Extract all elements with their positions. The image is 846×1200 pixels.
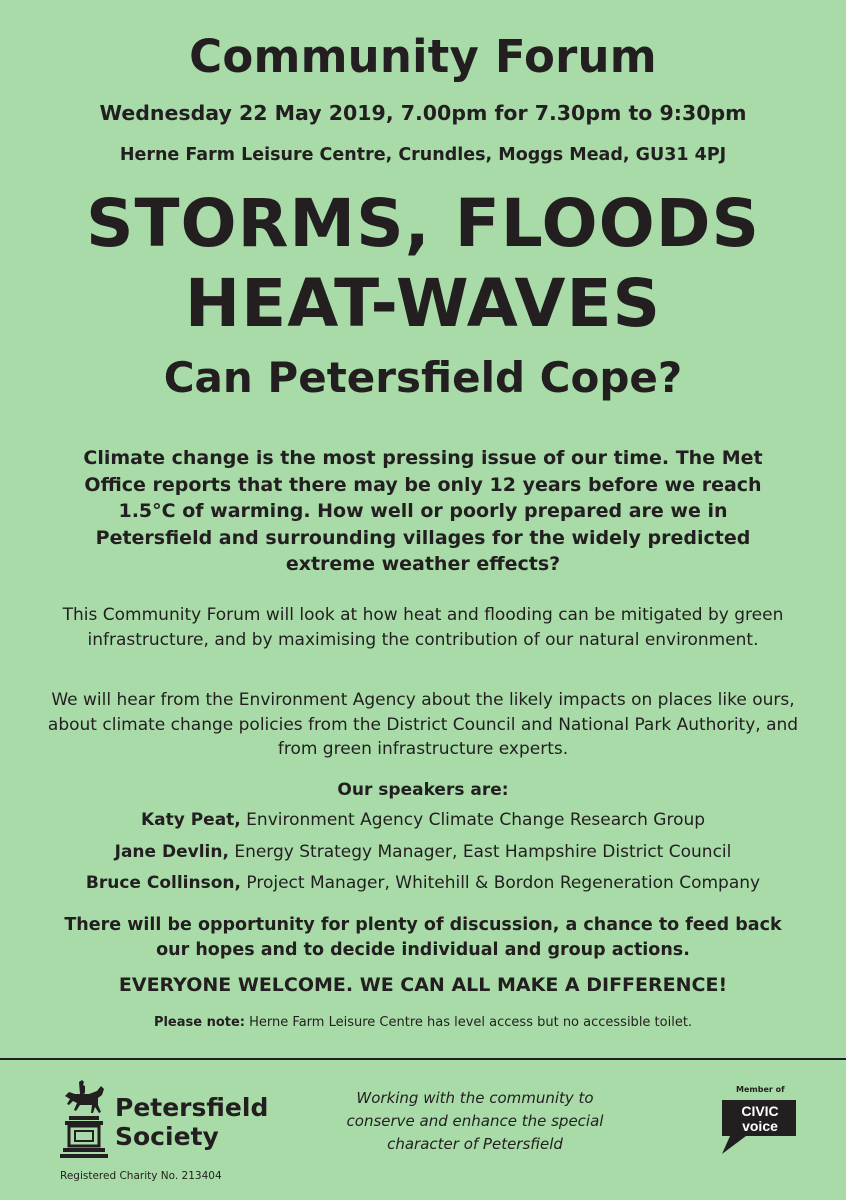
speaker-name: Jane Devlin, [114, 842, 229, 862]
footer-divider [0, 1058, 846, 1060]
society-name-line1: Petersfield [115, 1093, 269, 1122]
intro-paragraph: Climate change is the most pressing issue of our time. The Met Office reports that there may be only 12 years before we reach 1.5°C of warming. How well or poorly prepared are we in Petersfield and surrounding villages for the widely predicted extreme weather effects? [83, 447, 763, 575]
speaker-item [0, 873, 846, 893]
welcome-banner: EVERYONE WELCOME. WE CAN ALL MAKE A DIFFERENCE! [118, 974, 728, 996]
civic-logo-line1: CIVIC [741, 1103, 779, 1119]
note-text: Herne Farm Leisure Centre has level access but no accessible toilet. [249, 1015, 693, 1030]
civic-member-label: Member of [736, 1085, 785, 1094]
society-name-line2: Society [115, 1122, 219, 1151]
civic-voice-logo-icon [716, 1096, 800, 1156]
speaker-role: Project Manager, Whitehill & Bordon Regeneration Company [246, 873, 761, 893]
speaker-name: Bruce Collinson, [85, 873, 241, 893]
speaker-item [0, 810, 846, 830]
headline-line-1: STORMS, FLOODS [85, 185, 761, 262]
headline-line-2: HEAT-WAVES [184, 265, 662, 342]
headline-question: Can Petersfield Cope? [163, 353, 683, 402]
society-name [115, 1093, 268, 1151]
speaker-role: Environment Agency Climate Change Research Group [246, 810, 706, 830]
society-tagline: Working with the community to conserve and enhance the special character of Petersfield [346, 1089, 604, 1153]
speaker-name: Katy Peat, [140, 810, 241, 830]
civic-logo-line2: voice [742, 1118, 778, 1134]
event-date: Wednesday 22 May 2019, 7.00pm for 7.30pm to 9:30pm [99, 101, 747, 125]
forum-agenda: We will hear from the Environment Agency about the likely impacts on places like ours, about climate change policies from the District Council and National Park Authority, and from green infrastructure experts. [47, 690, 799, 759]
event-venue: Herne Farm Leisure Centre, Crundles, Moggs Mead, GU31 4PJ [119, 145, 727, 165]
page-title: Community Forum [189, 30, 657, 83]
speakers-heading: Our speakers are: [337, 780, 509, 800]
speaker-role: Energy Strategy Manager, East Hampshire District Council [234, 842, 732, 862]
equestrian-statue-icon [57, 1078, 109, 1160]
discussion-paragraph: There will be opportunity for plenty of discussion, a chance to feed back our hopes and to decide individual and group actions. [64, 915, 782, 960]
forum-description: This Community Forum will look at how heat and flooding can be mitigated by green infrastructure, and by maximising the contribution of our natural environment. [62, 605, 784, 650]
accessibility-note [0, 1015, 846, 1030]
charity-number: Registered Charity No. 213404 [60, 1170, 222, 1182]
speaker-item [0, 842, 846, 862]
note-label: Please note: [153, 1015, 246, 1030]
